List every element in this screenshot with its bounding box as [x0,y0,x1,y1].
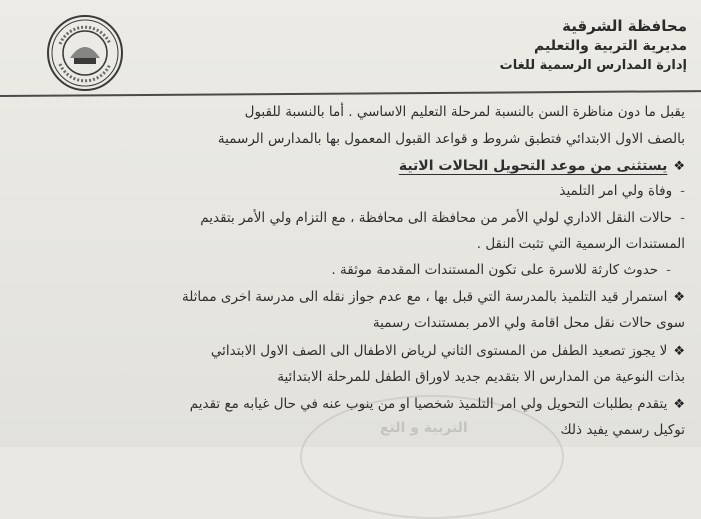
letterhead-text [487,16,687,76]
diamond-bullet-icon: ❖ [673,290,685,305]
list-item-text: لا يجوز تصعيد الطفل من المستوى الثاني لرياض الاطفال الى الصف الاول الابتدائي [210,343,668,359]
administration-name: إدارة المدارس الرسمية للغات [499,58,687,73]
dash-bullet-icon: - [666,262,671,278]
dash-bullet-icon: - [680,210,685,226]
list-item-continuation: بذات النوعية من المدارس الا بتقديم جديد لاوراق الطفل للمرحلة الابتدائية [277,369,685,385]
diamond-bullet-icon: ❖ [673,397,685,412]
document-body [66,100,685,447]
list-item [331,262,671,278]
list-item-continuation: سوى حالات نقل محل اقامة ولي الامر بمستندات رسمية [372,315,685,331]
list-item-text: حدوث كارثة للاسرة على تكون المستندات المقدمة موثقة . [331,262,659,278]
list-item-continuation: توكيل رسمي يفيد ذلك [560,422,685,438]
list-item-text: يتقدم بطلبات التحويل ولي امر التلميذ شخصيا او من ينوب عنه في حال غيابه مع تقديم [189,396,668,412]
dash-bullet-icon: - [680,183,685,199]
heading-text: يستثنى من موعد التحويل الحالات الاتية [398,158,668,174]
diamond-bullet-icon: ❖ [673,344,685,359]
list-item-text: حالات النقل الاداري لولي الأمر من محافظة الى محافظة ، مع التزام ولي الأمر بتقديم [200,210,673,226]
list-item [182,289,685,305]
paragraph-line: يقبل ما دون مناظرة السن بالنسبة لمرحلة التعليم الاساسي . أما بالنسبة للقبول [244,104,685,120]
letterhead [0,0,701,95]
diamond-bullet-icon: ❖ [673,159,685,174]
list-item [190,396,685,412]
section-heading [399,158,685,174]
list-item-text: استمرار قيد التلميذ بالمدرسة التي قبل بها ، مع عدم جواز نقله الى مدرسة اخرى مماثلة [181,289,668,305]
ministry-seal [46,14,124,92]
list-item [211,343,685,359]
directorate-name: مديرية التربية والتعليم [534,38,687,54]
list-item [559,183,685,199]
list-item-continuation: المستندات الرسمية التي تثبت النقل . [476,236,685,252]
list-item [200,210,685,226]
watermark-text: التربية و التع [380,420,468,436]
list-item-text: وفاة ولي امر التلميذ [559,183,673,199]
governorate-name: محافظة الشرقية [562,17,687,35]
paragraph-line: بالصف الاول الابتدائي فتطبق شروط و قواعد القبول المعمول بها بالمدارس الرسمية [217,131,685,147]
